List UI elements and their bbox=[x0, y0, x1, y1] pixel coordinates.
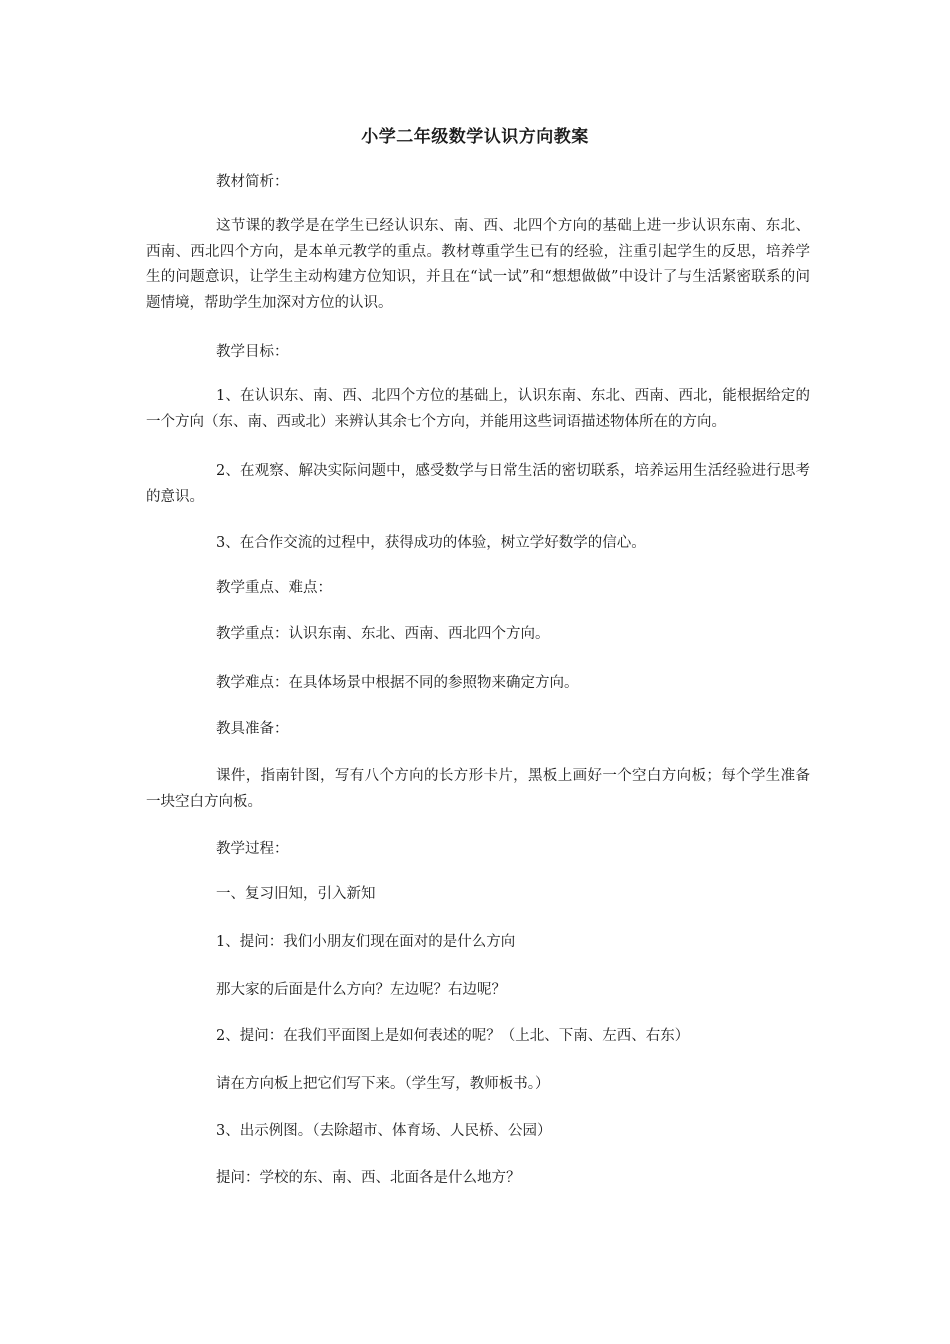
paragraph-difficult-point: 教学难点：在具体场景中根据不同的参照物来确定方向。 bbox=[216, 675, 579, 691]
paragraph-example-3: 3、出示例图。（去除超市、体育场、人民桥、公园） bbox=[216, 1123, 552, 1139]
paragraph-question-1-followup: 那大家的后面是什么方向？左边呢？右边呢？ bbox=[216, 982, 506, 998]
heading-key-points: 教学重点、难点： bbox=[216, 580, 332, 596]
paragraph-question-2: 2、提问：在我们平面图上是如何表述的呢？（上北、下南、左西、右东） bbox=[216, 1028, 690, 1044]
paragraph-goal-1: 1、在认识东、南、西、北四个方位的基础上，认识东南、东北、西南、西北，能根据给定的一个方向（东、南、西或北）来辨认其余七个方向，并能用这些词语描述物体所在的方向。 bbox=[146, 388, 810, 430]
paragraph-goal-3: 3、在合作交流的过程中，获得成功的体验，树立学好数学的信心。 bbox=[216, 535, 646, 551]
paragraph-key-point: 教学重点：认识东南、东北、西南、西北四个方向。 bbox=[216, 626, 550, 642]
paragraph-material-analysis: 这节课的教学是在学生已经认识东、南、西、北四个方向的基础上进一步认识东南、东北、西南、西北四个方向，是本单元教学的重点。教材尊重学生已有的经验，注重引起学生的反思，培养学生的问题意识，让学生主动构建方位知识，并且在“试一试”和“想想做做”中设计了与生活紧密联系的问题情境，帮助学生加深对方位的认识。 bbox=[146, 218, 810, 311]
heading-teaching-aids: 教具准备： bbox=[216, 721, 289, 737]
heading-teaching-process: 教学过程： bbox=[216, 841, 289, 857]
heading-teaching-goals: 教学目标： bbox=[216, 344, 289, 360]
heading-material-analysis: 教材简析： bbox=[216, 174, 289, 190]
document-title: 小学二年级数学认识方向教案 bbox=[361, 127, 589, 147]
paragraph-question-2-task: 请在方向板上把它们写下来。（学生写，教师板书。） bbox=[216, 1076, 550, 1092]
paragraph-question-1: 1、提问：我们小朋友们现在面对的是什么方向 bbox=[216, 934, 516, 950]
paragraph-step-1: 一、复习旧知，引入新知 bbox=[216, 886, 376, 902]
paragraph-question-3: 提问：学校的东、南、西、北面各是什么地方？ bbox=[216, 1170, 521, 1186]
paragraph-goal-2: 2、在观察、解决实际问题中，感受数学与日常生活的密切联系，培养运用生活经验进行思考的意识。 bbox=[146, 463, 810, 505]
paragraph-teaching-aids: 课件，指南针图，写有八个方向的长方形卡片，黑板上画好一个空白方向板；每个学生准备一块空白方向板。 bbox=[146, 768, 810, 810]
